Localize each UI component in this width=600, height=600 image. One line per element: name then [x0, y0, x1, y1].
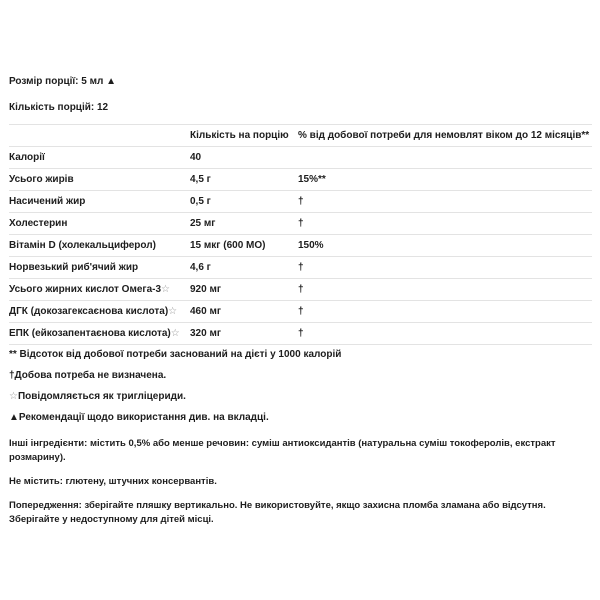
nutrient-name-cell: Вітамін D (холекальциферол) — [9, 235, 190, 257]
daily-value-cell: † — [298, 257, 592, 279]
nutrition-facts-table — [9, 124, 592, 345]
servings-per-container-line: Кількість порцій: 12 — [9, 102, 109, 113]
table-header-row — [9, 125, 592, 147]
amount-cell: 0,5 г — [190, 191, 298, 213]
footnote: ** Відсоток від добової потреби заснований на дієті у 1000 калорій — [9, 349, 342, 360]
star-icon: ☆ — [168, 306, 178, 317]
table-row — [9, 191, 592, 213]
nutrient-name-cell: Калорії — [9, 147, 190, 169]
amount-cell: 40 — [190, 147, 298, 169]
daily-value-cell: † — [298, 323, 592, 345]
table-row — [9, 147, 592, 169]
amount-cell: 460 мг — [190, 301, 298, 323]
nutrient-name-cell: Насичений жир — [9, 191, 190, 213]
footnote: ▲Рекомендації щодо використання див. на вкладці. — [9, 412, 269, 423]
daily-value-cell: 15%** — [298, 169, 592, 191]
footnote: †Добова потреба не визначена. — [9, 370, 167, 381]
daily-value-cell: † — [298, 213, 592, 235]
daily-value-cell: † — [298, 191, 592, 213]
daily-value-cell: † — [298, 279, 592, 301]
serving-size-line: Розмір порції: 5 мл ▲ — [9, 76, 117, 87]
star-icon: ☆ — [9, 391, 18, 402]
info-paragraph: Не містить: глютену, штучних консервантів. — [9, 476, 217, 487]
amount-column-header: Кількість на порцію — [190, 125, 298, 147]
footnote: ☆Повідомляється як тригліцериди. — [9, 391, 186, 402]
nutrient-name-cell: Усього жирів — [9, 169, 190, 191]
table-row — [9, 257, 592, 279]
amount-cell: 4,5 г — [190, 169, 298, 191]
amount-cell: 25 мг — [190, 213, 298, 235]
nutrient-name-cell: Норвезький риб'ячий жир — [9, 257, 190, 279]
table-row — [9, 301, 592, 323]
nutrition-table-body — [9, 147, 592, 345]
nutrient-name-cell: ДГК (докозагексаєнова кислота)☆ — [9, 301, 190, 323]
table-row — [9, 169, 592, 191]
table-row — [9, 235, 592, 257]
nutrient-column-header — [9, 125, 190, 147]
footnotes — [9, 348, 592, 432]
amount-cell: 920 мг — [190, 279, 298, 301]
info-paragraph: Інші інгредієнти: містить 0,5% або менше речовин: суміш антиоксидантів (натуральна суміш токоферолів, екстракт розмарину). — [9, 438, 556, 463]
daily-value-cell: 150% — [298, 235, 592, 257]
nutrient-name-cell: Усього жирних кислот Омега-3☆ — [9, 279, 190, 301]
serving-info — [9, 76, 592, 128]
nutrient-name-cell: ЕПК (ейкозапентаєнова кислота)☆ — [9, 323, 190, 345]
info-paragraphs — [9, 437, 592, 537]
table-row — [9, 213, 592, 235]
table-row — [9, 279, 592, 301]
amount-cell: 320 мг — [190, 323, 298, 345]
daily-value-cell: † — [298, 301, 592, 323]
nutrient-name-cell: Холестерин — [9, 213, 190, 235]
table-row — [9, 323, 592, 345]
daily-value-column-header: % від добової потреби для немовлят віком до 12 місяців** — [298, 125, 592, 147]
info-paragraph: Попередження: зберігайте пляшку вертикально. Не використовуйте, якщо захисна пломба зламана або відсутня. Зберігайте у недоступному для дітей місці. — [9, 500, 546, 525]
star-icon: ☆ — [161, 284, 170, 295]
amount-cell: 15 мкг (600 МО) — [190, 235, 298, 257]
star-icon: ☆ — [170, 328, 180, 339]
daily-value-cell — [298, 147, 592, 169]
amount-cell: 4,6 г — [190, 257, 298, 279]
